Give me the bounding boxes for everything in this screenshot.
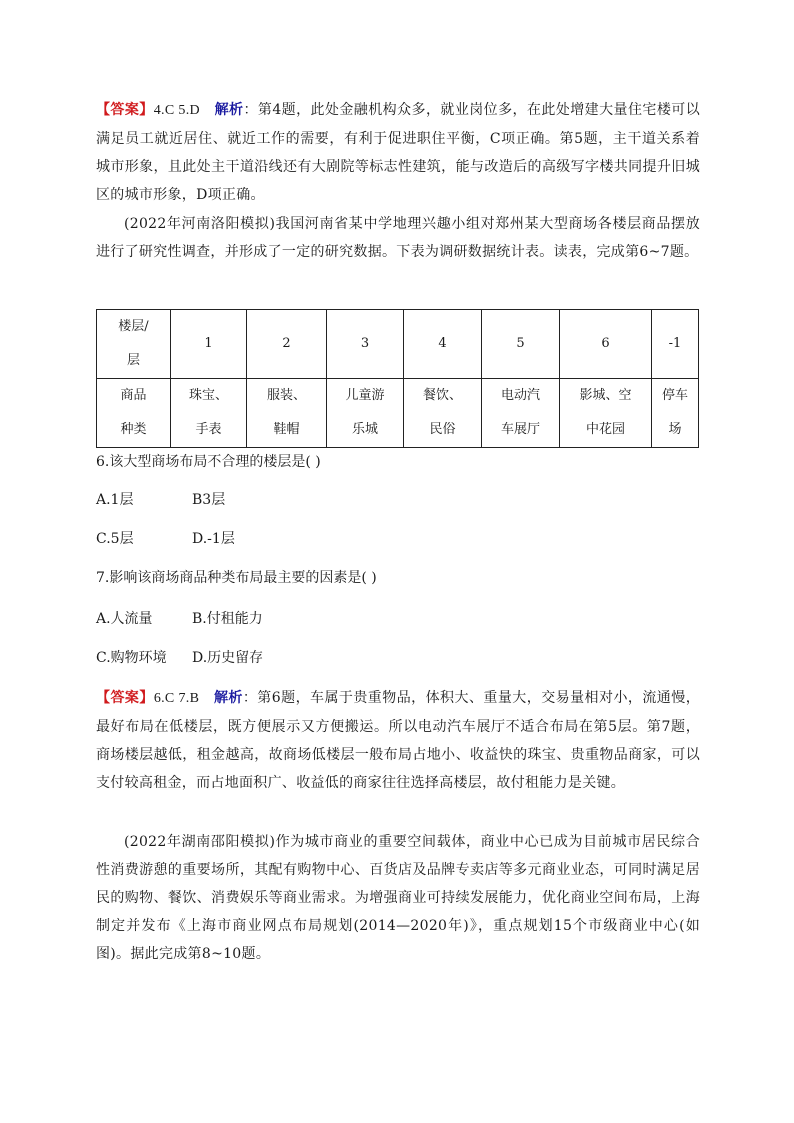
question-7-stem: 7.影响该商场商品种类布局最主要的因素是( )	[96, 570, 377, 586]
question-6-stem: 6.该大型商场布局不合理的楼层是( )	[96, 454, 321, 470]
option-d: D.-1层	[192, 531, 235, 547]
table-cell-goods: 儿童游 乐城	[327, 379, 404, 448]
option-b: B.付租能力	[192, 611, 263, 627]
table-cell-floor: 4	[404, 310, 482, 379]
answer-block-6-7	[96, 684, 700, 797]
table-cell-goods: 电动汽 车展厅	[482, 379, 560, 448]
floor-goods-table	[96, 309, 699, 448]
table-header-floor: 楼层/ 层	[97, 310, 171, 379]
table-cell-goods: 珠宝、 手表	[171, 379, 247, 448]
option-c: C.5层	[96, 531, 134, 547]
option-a: A.人流量	[96, 611, 153, 627]
table-cell-floor: 2	[247, 310, 327, 379]
option-d: D.历史留存	[192, 650, 264, 666]
answer-values: 6.C 7.B	[153, 691, 200, 706]
table-row-floors	[97, 310, 699, 379]
table-cell-floor: 3	[327, 310, 404, 379]
analysis-text: ：第6题，车属于贵重物品，体积大、重量大，交易量相对小，流通慢，最好布局在低楼层，既方便展示又方便搬运。所以电动汽车展厅不适合布局在第5层。第7题，商场楼层越低，租金越高，故商场低楼层一般布局占地小、收益快的珠宝、贵重物品商家，可以支付较高租金，而占地面积广、收益低的商家往往选择高楼层，故付租能力是关键。	[96, 690, 700, 791]
table-header-goods: 商品 种类	[97, 379, 171, 448]
answer-block-4-5	[96, 96, 700, 209]
question-intro-6-7: (2022年河南洛阳模拟)我国河南省某中学地理兴趣小组对郑州某大型商场各楼层商品摆放进行了研究性调查，并形成了一定的研究数据。下表为调研数据统计表。读表，完成第6~7题。	[96, 216, 700, 260]
table-cell-goods: 停车 场	[652, 379, 699, 448]
table-cell-goods: 餐饮、 民俗	[404, 379, 482, 448]
table-row-goods	[97, 379, 699, 448]
analysis-tag: 解析	[214, 102, 244, 118]
question-intro-8-10: (2022年湖南邵阳模拟)作为城市商业的重要空间载体，商业中心已成为目前城市居民综合性消费游憩的重要场所，其配有购物中心、百货店及品牌专卖店等多元商业业态，可同时满足居民的购物、餐饮、消费娱乐等商业需求。为增强商业可持续发展能力，优化商业空间布局，上海制定并发布《上海市商业网点布局规划(2014—2020年)》，重点规划15个市级商业中心(如图)。据此完成第8~10题。	[96, 834, 700, 962]
question-7-options-ab	[96, 609, 263, 629]
analysis-tag: 解析	[213, 690, 243, 706]
answer-tag: 【答案】	[96, 102, 154, 118]
option-c: C.购物环境	[96, 650, 167, 666]
table-cell-goods: 影城、空 中花园	[560, 379, 652, 448]
table-cell-floor: -1	[652, 310, 699, 379]
analysis-text: ：第4题，此处金融机构众多，就业岗位多，在此处增建大量住宅楼可以满足员工就近居住、就近工作的需要，有利于促进职住平衡，C项正确。第5题，主干道关系着城市形象，且此处主干道沿线还有大剧院等标志性建筑，能与改造后的高级写字楼共同提升旧城区的城市形象，D项正确。	[96, 102, 700, 203]
table-cell-floor: 1	[171, 310, 247, 379]
question-6-options-cd	[96, 529, 235, 549]
option-b: B3层	[192, 492, 226, 508]
question-6-options-ab	[96, 490, 225, 510]
option-a: A.1层	[96, 492, 134, 508]
answer-tag: 【答案】	[96, 690, 154, 706]
table-cell-goods: 服装、 鞋帽	[247, 379, 327, 448]
table-cell-floor: 6	[560, 310, 652, 379]
answer-values: 4.C 5.D	[153, 103, 200, 118]
question-7-options-cd	[96, 648, 263, 668]
table-cell-floor: 5	[482, 310, 560, 379]
